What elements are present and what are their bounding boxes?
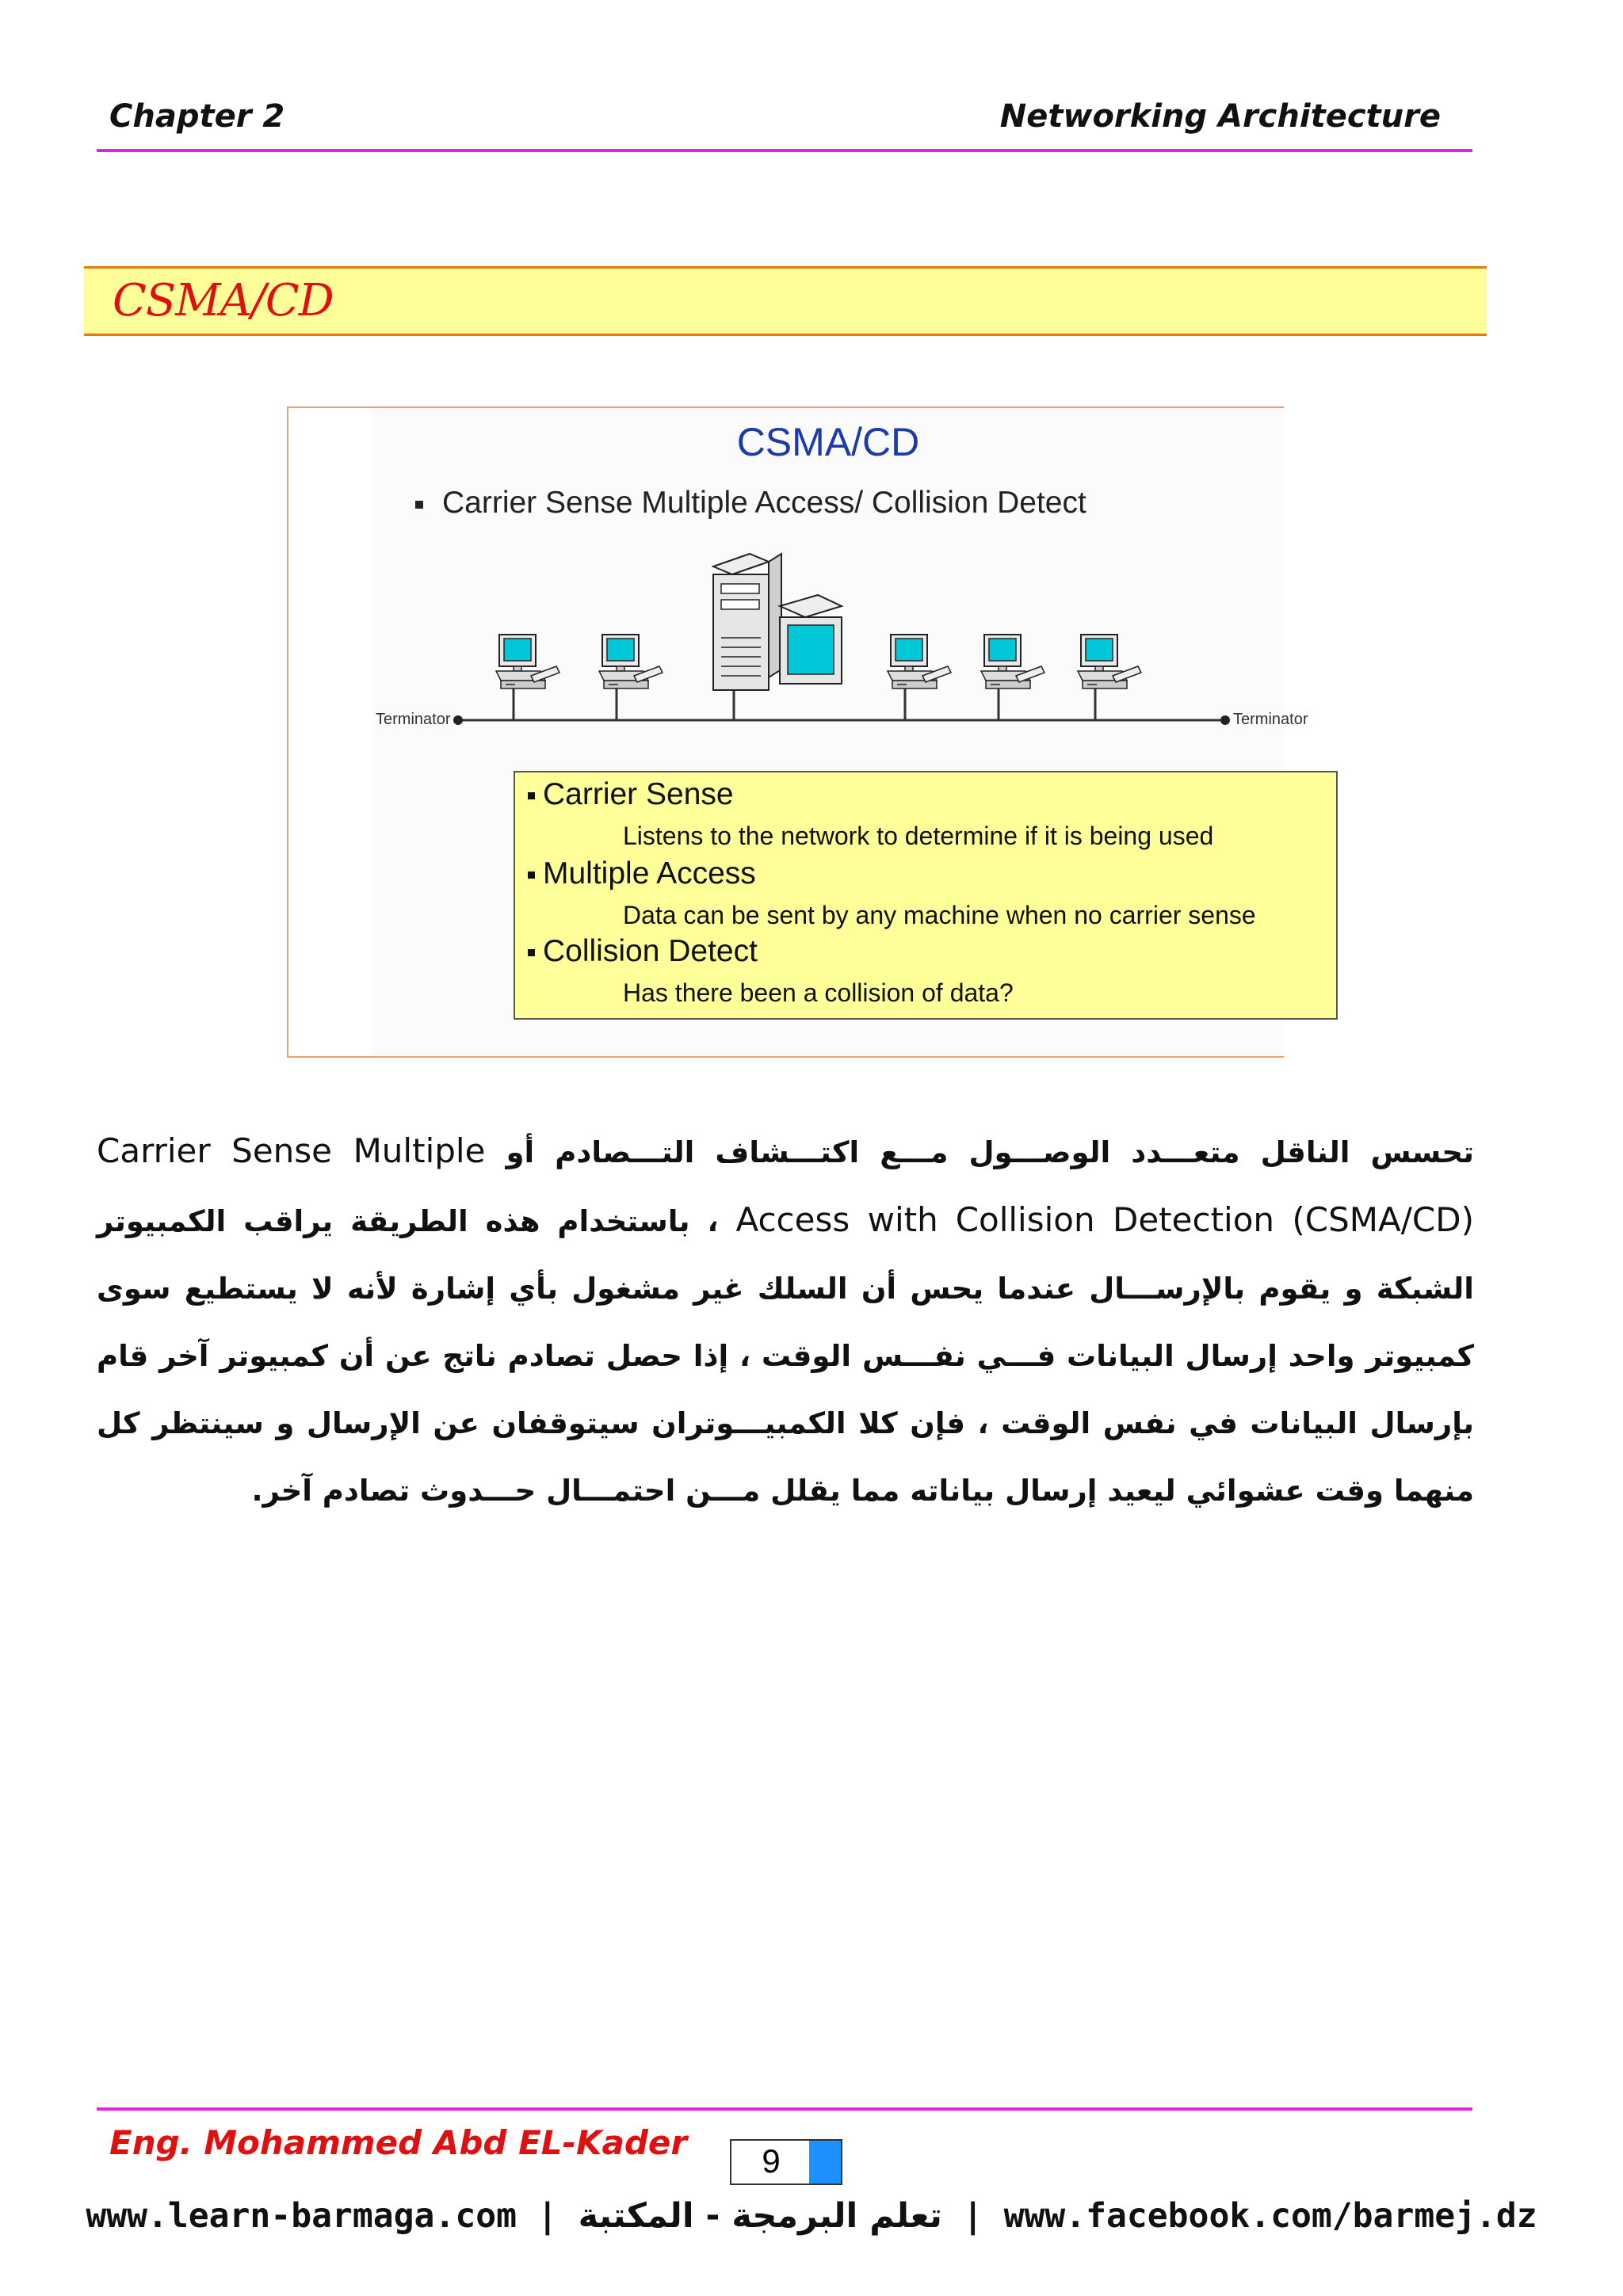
- author: Eng. Mohammed Abd EL-Kader: [109, 2123, 688, 2162]
- terminator-right-icon: [1220, 715, 1230, 725]
- server-icon: [713, 554, 842, 690]
- figure-title: CSMA/CD: [736, 420, 920, 464]
- chapter-title: Networking Architecture: [999, 98, 1441, 135]
- body-arabic-2: ، باستخدام هذه الطريقة يراقب الكمبيوتر الشبكة و يقوم بالإرســـال عندما يحس أن السلك غير مشغول بأي إشارة لأنه لا يستطيع سوى كمبيوتر واحد إرسال البيانات فـــي نفـــس الوقت ، إذا حصل تصادم ناتج عن أن كمبيوتر آخر قام بإرسال البيانات في نفس الوقت ، فإن كلا الكمبيـــوتران سيتوقفان عن الإرسال و سينتظر كل منهما وقت عشوائي ليعيد إرسال بياناته مما يقلل مـــن احتمـــال حـــدوث تصادم آخر.: [97, 1204, 1474, 1508]
- header-divider: [97, 149, 1472, 152]
- bullet-icon: [528, 949, 535, 956]
- definitions-box: [514, 771, 1338, 1020]
- footer-links: [0, 2196, 1623, 2236]
- terminator-right-label: Terminator: [1233, 711, 1308, 728]
- separator: |: [962, 2196, 983, 2236]
- slide: [372, 408, 1308, 1056]
- definition-detail: Has there been a collision of data?: [623, 978, 1014, 1007]
- body-english-1: Carrier Sense Multiple Access with: [97, 1131, 938, 1239]
- separator: |: [537, 2196, 558, 2236]
- body-arabic-1: تحسس الناقل متعـــدد الوصـــول مـــع اكتـــشاف التـــصادم أو: [506, 1135, 1474, 1169]
- definition-heading: [528, 856, 756, 891]
- page-number: 9: [762, 2142, 781, 2180]
- workstation-icon: [1078, 635, 1141, 688]
- definition-heading: [528, 934, 758, 969]
- chapter-label: Chapter 2: [109, 98, 285, 135]
- body-paragraph: [97, 1117, 1474, 1524]
- definition-heading-text: Collision Detect: [543, 934, 758, 968]
- facebook-link[interactable]: www.facebook.com/barmej.dz: [1003, 2196, 1537, 2236]
- workstation-icon: [599, 635, 663, 688]
- footer-divider: [97, 2107, 1472, 2111]
- workstation-icon: [981, 635, 1044, 688]
- definition-detail: Data can be sent by any machine when no carrier sense: [623, 901, 1256, 929]
- page-number-box: [730, 2139, 842, 2185]
- definition-heading-text: Carrier Sense: [543, 777, 734, 811]
- terminator-left-icon: [453, 715, 463, 725]
- library-link[interactable]: تعلم البرمجة - المكتبة: [578, 2196, 942, 2236]
- workstation-icon: [496, 635, 559, 688]
- workstation-icon: [888, 635, 951, 688]
- website-link[interactable]: www.learn-barmaga.com: [86, 2196, 517, 2236]
- bullet-icon: [528, 792, 535, 799]
- figure-subtitle-text: Carrier Sense Multiple Access/ Collision Detect: [442, 486, 1086, 520]
- definition-heading-text: Multiple Access: [543, 856, 756, 891]
- page-number-accent: [809, 2141, 841, 2183]
- definition-heading: [528, 777, 734, 812]
- definition-detail: Listens to the network to determine if it is being used: [623, 822, 1214, 850]
- terminator-left-label: Terminator: [376, 711, 451, 728]
- csma-cd-figure: [287, 406, 1308, 1058]
- section-title: CSMA/CD: [113, 275, 334, 326]
- section-title-bar: [84, 266, 1487, 336]
- bullet-icon: [528, 871, 535, 879]
- network-diagram: [372, 408, 1284, 772]
- body-english-2: Collision Detection (CSMA/CD): [955, 1200, 1474, 1239]
